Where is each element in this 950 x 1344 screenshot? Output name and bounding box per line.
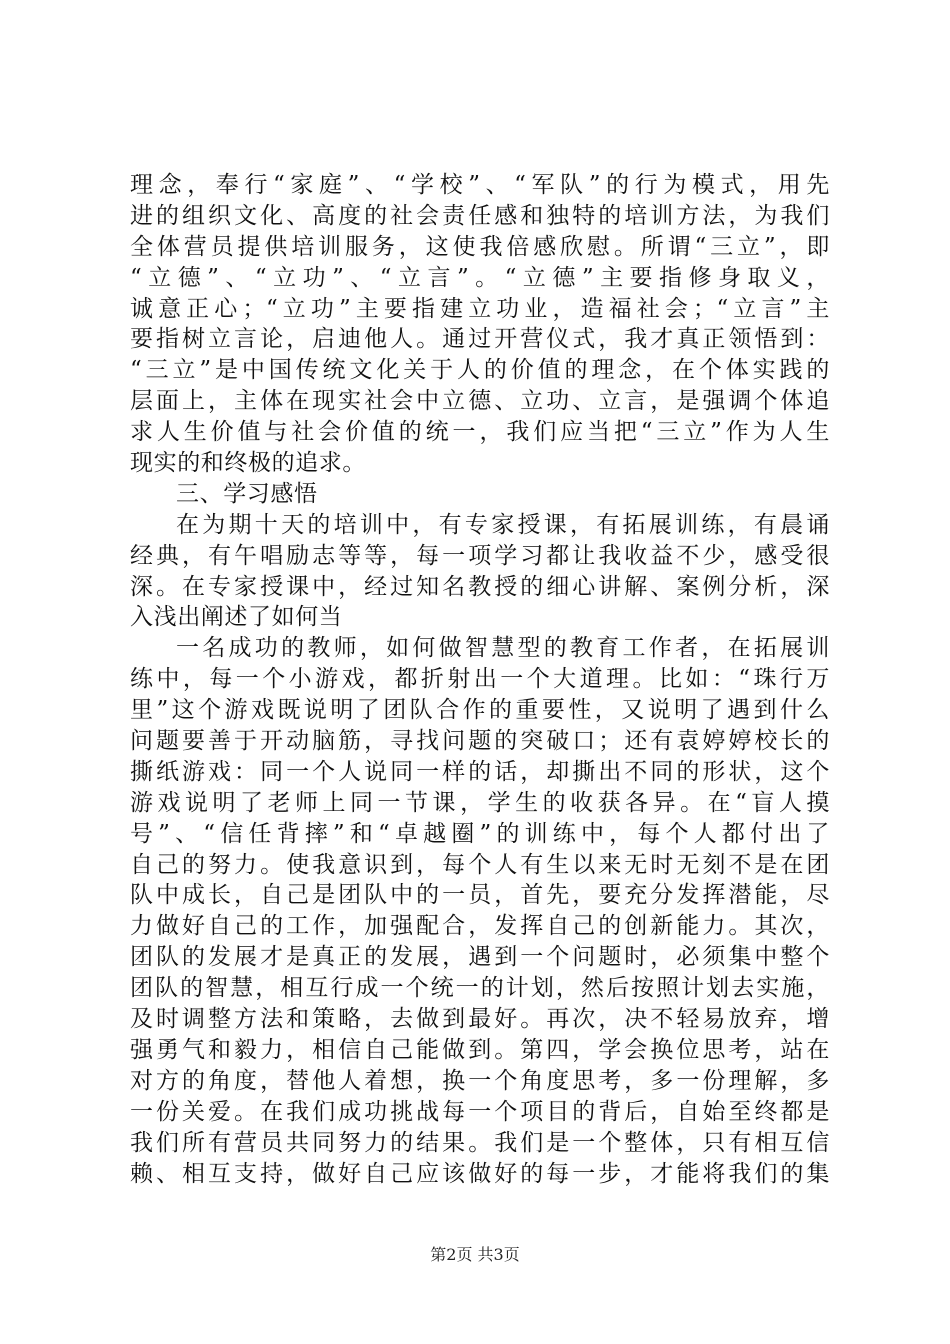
text-line: 深。在专家授课中，经过知名教授的细心讲解、案例分析，深 xyxy=(130,573,830,600)
text-line: 里”这个游戏既说明了团队合作的重要性，又说明了遇到什么 xyxy=(130,697,830,724)
text-line: 一名成功的教师，如何做智慧型的教育工作者，在拓展训 xyxy=(176,635,830,662)
text-line: 求人生价值与社会价值的统一，我们应当把“三立”作为人生 xyxy=(130,419,830,446)
text-line: 及时调整方法和策略，去做到最好。再次，决不轻易放弃，增 xyxy=(130,1006,830,1033)
text-line: 层面上，主体在现实社会中立德、立功、立言，是强调个体追 xyxy=(130,388,830,415)
text-line: “三立”是中国传统文化关于人的价值的理念，在个体实践的 xyxy=(130,357,830,384)
text-line: 团队的发展才是真正的发展，遇到一个问题时，必须集中整个 xyxy=(130,944,830,971)
text-line: 练中，每一个小游戏，都折射出一个大道理。比如：“珠行万 xyxy=(130,666,830,693)
text-line: 撕纸游戏：同一个人说同一样的话，却撕出不同的形状，这个 xyxy=(130,758,830,785)
text-line: 在为期十天的培训中，有专家授课，有拓展训练，有晨诵 xyxy=(176,511,830,538)
text-line: 队中成长，自己是团队中的一员，首先，要充分发挥潜能，尽 xyxy=(130,882,830,909)
text-line: 诚意正心；“立功”主要指建立功业，造福社会；“立言”主 xyxy=(130,295,830,322)
document-body xyxy=(130,170,830,1189)
text-line: 对方的角度，替他人着想，换一个角度思考，多一份理解，多 xyxy=(130,1067,830,1094)
text-line: 要指树立言论，启迪他人。通过开营仪式，我才真正领悟到： xyxy=(130,326,830,353)
text-line: 入浅出阐述了如何当 xyxy=(130,604,343,631)
text-line: 三、学习感悟 xyxy=(176,480,318,507)
text-line: 赖、相互支持，做好自己应该做好的每一步，才能将我们的集 xyxy=(130,1160,830,1187)
text-line: 全体营员提供培训服务，这使我倍感欣慰。所谓“三立”，即 xyxy=(130,233,830,260)
text-line: 理念，奉行“家庭”、“学校”、“军队”的行为模式，用先 xyxy=(130,172,830,198)
text-line: 团队的智慧，相互行成一个统一的计划，然后按照计划去实施， xyxy=(130,975,830,1002)
page-footer: 第2页 共3页 xyxy=(430,1245,520,1264)
text-line: 经典，有午唱励志等等，每一项学习都让我收益不少，感受很 xyxy=(130,542,830,569)
text-line: 进的组织文化、高度的社会责任感和独特的培训方法，为我们 xyxy=(130,202,830,229)
text-line: 现实的和终极的追求。 xyxy=(130,450,366,477)
text-line: 力做好自己的工作，加强配合，发挥自己的创新能力。其次， xyxy=(130,913,830,940)
text-line: 游戏说明了老师上同一节课，学生的收获各异。在“盲人摸 xyxy=(130,789,830,816)
text-line: 我们所有营员共同努力的结果。我们是一个整体，只有相互信 xyxy=(130,1129,830,1156)
text-line: 强勇气和毅力，相信自己能做到。第四，学会换位思考，站在 xyxy=(130,1036,830,1063)
text-line: 号”、“信任背摔”和“卓越圈”的训练中，每个人都付出了 xyxy=(130,820,830,847)
text-line: “立德”、“立功”、“立言”。“立德”主要指修身取义， xyxy=(130,264,830,291)
text-line: 问题要善于开动脑筋，寻找问题的突破口；还有袁婷婷校长的 xyxy=(130,728,830,755)
text-line: 一份关爱。在我们成功挑战每一个项目的背后，自始至终都是 xyxy=(130,1098,830,1125)
text-line: 自己的努力。使我意识到，每个人有生以来无时无刻不是在团 xyxy=(130,851,830,878)
